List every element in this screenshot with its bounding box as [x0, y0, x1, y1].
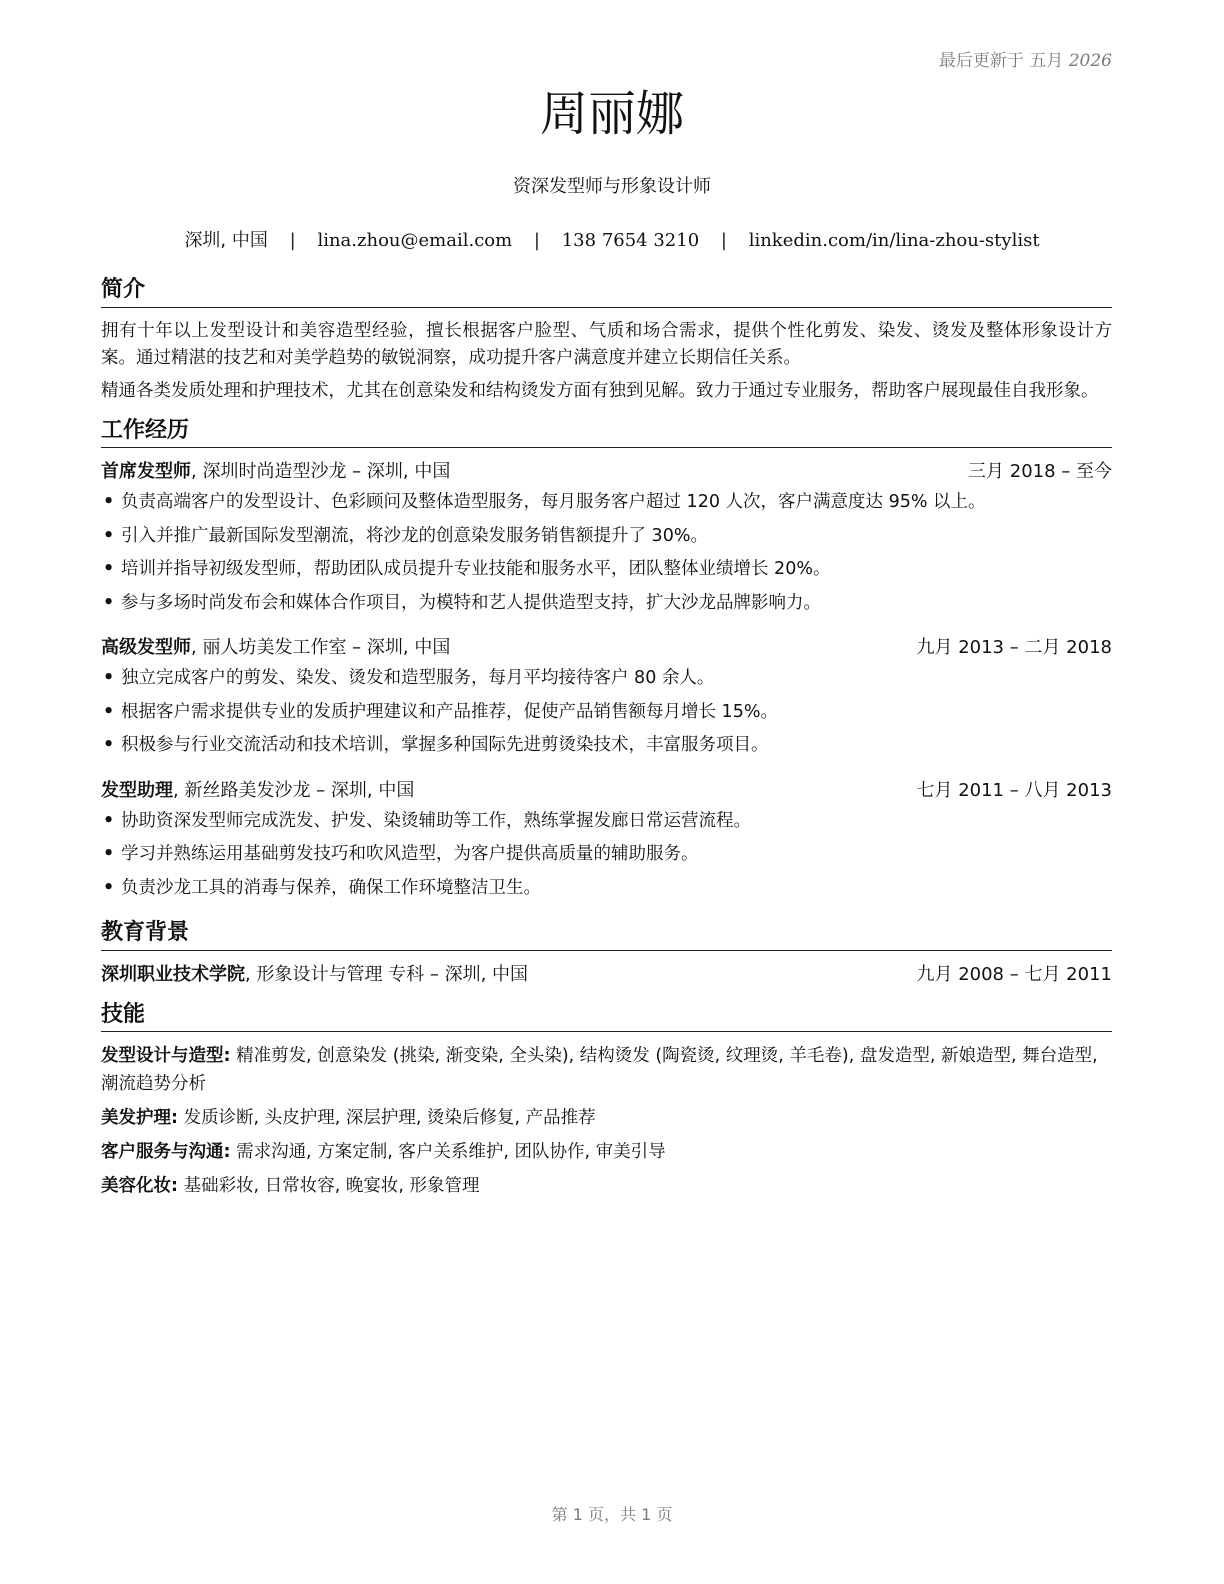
last-updated-year: 2026 — [1068, 51, 1112, 71]
summary-heading: 简介 — [101, 276, 1112, 308]
skill-row — [101, 1172, 1112, 1200]
summary-paragraph: 拥有十年以上发型设计和美容造型经验，擅长根据客户脸型、气质和场合需求，提供个性化剪发、染发、烫发及整体形象设计方案。通过精湛的技艺和对美学趋势的敏锐洞察，成功提升客户满意度并建立长期信任关系。 — [101, 320, 1112, 368]
contact-line — [0, 226, 1224, 252]
job-role: 首席发型师 — [101, 461, 191, 483]
candidate-headline: 资深发型师与形象设计师 — [513, 176, 711, 197]
list-item: • 参与多场时尚发布会和媒体合作项目，为模特和艺人提供造型支持，扩大沙龙品牌影响力。 — [101, 587, 1112, 621]
job-header — [101, 458, 1112, 486]
job-company: , 新丝路美发沙龙 – 深圳, 中国 — [173, 779, 415, 801]
summary-paragraph: 精通各类发质处理和护理技术，尤其在创意染发和结构烫发方面有独到见解。致力于通过专业服务，帮助客户展现最佳自我形象。 — [101, 380, 1099, 401]
education-line — [101, 961, 528, 989]
education-dates: 九月 2008 – 七月 2011 — [916, 963, 1112, 985]
contact-separator: | — [720, 230, 727, 251]
contact-email[interactable]: lina.zhou@email.com — [317, 230, 513, 251]
job-bullets — [101, 486, 1112, 620]
resume-content — [101, 276, 1112, 1212]
job-role: 发型助理 — [101, 779, 173, 801]
skill-category: 美容化妆: — [101, 1176, 178, 1197]
list-item: • 根据客户需求提供专业的发质护理建议和产品推荐，促使产品销售额每月增长 15%。 — [101, 696, 1112, 730]
job-dates: 七月 2011 – 八月 2013 — [916, 779, 1112, 801]
job-title-line — [101, 634, 450, 662]
education-heading: 教育背景 — [101, 919, 1112, 951]
job-entry — [101, 458, 1112, 620]
job-entry — [101, 634, 1112, 763]
contact-location: 深圳, 中国 — [184, 230, 268, 251]
job-bullets — [101, 805, 1112, 906]
list-item: • 培训并指导初级发型师，帮助团队成员提升专业技能和服务水平，团队整体业绩增长 20%。 — [101, 553, 1112, 587]
contact-linkedin[interactable]: linkedin.com/in/lina-zhou-stylist — [748, 230, 1040, 251]
education-section — [101, 919, 1112, 989]
list-item: • 协助资深发型师完成洗发、护发、染烫辅助等工作，熟练掌握发廊日常运营流程。 — [101, 805, 1112, 839]
skill-category: 客户服务与沟通: — [101, 1142, 231, 1163]
page-footer: 第 1 页，共 1 页 — [551, 1505, 673, 1524]
job-title-line — [101, 458, 450, 486]
last-updated-label: 最后更新于 — [938, 51, 1024, 71]
skill-list: 精准剪发, 创意染发 (挑染, 渐变染, 全头染), 结构烫发 (陶瓷烫, 纹理烫, 羊毛卷), 盘发造型, 新娘造型, 舞台造型, 潮流趋势分析 — [101, 1046, 1098, 1095]
skill-category: 美发护理: — [101, 1108, 178, 1129]
skills-heading: 技能 — [101, 1001, 1112, 1033]
list-item: • 负责沙龙工具的消毒与保养，确保工作环境整洁卫生。 — [101, 872, 1112, 906]
candidate-name: 周丽娜 — [539, 86, 684, 142]
last-updated — [939, 46, 1112, 71]
job-header — [101, 634, 1112, 662]
skills-section — [101, 1001, 1112, 1201]
skill-list: 发质诊断, 头皮护理, 深层护理, 烫染后修复, 产品推荐 — [178, 1108, 596, 1129]
job-dates: 三月 2018 – 至今 — [968, 461, 1112, 483]
skill-row — [101, 1138, 1112, 1166]
list-item: • 引入并推广最新国际发型潮流，将沙龙的创意染发服务销售额提升了 30%。 — [101, 520, 1112, 554]
list-item: • 积极参与行业交流活动和技术培训，掌握多种国际先进剪烫染技术，丰富服务项目。 — [101, 729, 1112, 763]
contact-separator: | — [533, 230, 540, 251]
job-role: 高级发型师 — [101, 637, 191, 659]
job-entry — [101, 777, 1112, 906]
contact-phone[interactable]: 138 7654 3210 — [561, 230, 700, 251]
skill-list: 基础彩妆, 日常妆容, 晚宴妆, 形象管理 — [178, 1176, 480, 1197]
job-header — [101, 777, 1112, 805]
education-detail: , 形象设计与管理 专科 – 深圳, 中国 — [245, 963, 529, 985]
job-title-line — [101, 777, 414, 805]
job-bullets — [101, 662, 1112, 763]
experience-heading: 工作经历 — [101, 417, 1112, 449]
skill-row — [101, 1104, 1112, 1132]
list-item: • 负责高端客户的发型设计、色彩顾问及整体造型服务，每月服务客户超过 120 人次，客户满意度达 95% 以上。 — [101, 486, 1112, 520]
job-company: , 深圳时尚造型沙龙 – 深圳, 中国 — [191, 461, 451, 483]
list-item: • 独立完成客户的剪发、染发、烫发和造型服务，每月平均接待客户 80 余人。 — [101, 662, 1112, 696]
job-dates: 九月 2013 – 二月 2018 — [916, 637, 1112, 659]
education-entry — [101, 961, 1112, 989]
skill-row — [101, 1042, 1112, 1098]
education-school: 深圳职业技术学院 — [101, 963, 245, 985]
contact-separator: | — [289, 230, 296, 251]
list-item: • 学习并熟练运用基础剪发技巧和吹风造型，为客户提供高质量的辅助服务。 — [101, 838, 1112, 872]
last-updated-month: 五月 — [1029, 51, 1064, 71]
summary-section — [101, 276, 1112, 405]
skill-category: 发型设计与造型: — [101, 1046, 231, 1067]
job-company: , 丽人坊美发工作室 – 深圳, 中国 — [191, 637, 451, 659]
skill-list: 需求沟通, 方案定制, 客户关系维护, 团队协作, 审美引导 — [230, 1142, 666, 1163]
experience-section — [101, 417, 1112, 906]
